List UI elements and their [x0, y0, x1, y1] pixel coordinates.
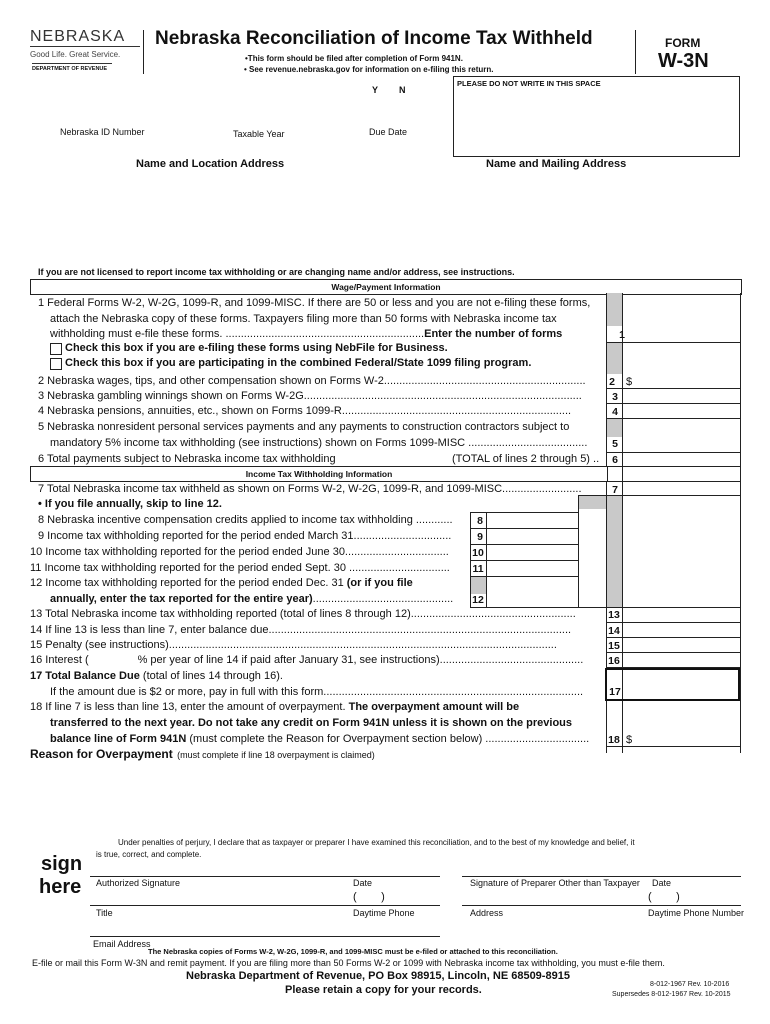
- title-label: Title: [96, 908, 113, 918]
- reason-title: Reason for Overpayment: [30, 747, 173, 761]
- email-address-label: Email Address: [93, 939, 151, 949]
- form-title: Nebraska Reconciliation of Income Tax Withheld: [155, 28, 593, 49]
- office-use-box: [453, 76, 740, 157]
- nebfile-checkbox[interactable]: [50, 343, 62, 355]
- line-18-a: [30, 700, 519, 715]
- id-number-label: Nebraska ID Number: [60, 127, 145, 137]
- line-1-number: 1: [619, 329, 625, 341]
- line-12-number: 12: [472, 594, 484, 606]
- line-1-c-text: withholding must e-file these forms. .................................................................: [50, 328, 425, 340]
- phone-area-code-2: ( ): [648, 891, 680, 903]
- line-3: 3 Nebraska gambling winnings shown on Forms W-2G...........................................................................................: [38, 390, 582, 402]
- line-12-b-dots: ..............................................: [312, 593, 454, 605]
- footer-note-2: E-file or mail this Form W-3N and remit payment. If you are filing more than 50 Forms W-2 or 1099 with Nebraska income tax withholding, you must e-file them.: [32, 958, 665, 968]
- line-12-b-bold: annually, enter the tax reported for the entire year): [50, 593, 313, 605]
- form-label: FORM: [665, 36, 701, 50]
- line-18-number: 18: [608, 734, 620, 746]
- section-wage-payment: Wage/Payment Information: [30, 279, 742, 295]
- line-17-number: 17: [609, 686, 621, 698]
- line-5-number: 5: [612, 438, 618, 450]
- authorized-signature-label: Authorized Signature: [96, 878, 181, 888]
- form-number: W-3N: [658, 50, 709, 72]
- line-17-a-bold: 17 Total Balance Due: [30, 670, 140, 682]
- line-1-a: 1 Federal Forms W-2, W-2G, 1099-R, and 1099-MISC. If there are 50 or less and you are not e-filing these forms,: [38, 297, 591, 309]
- mailing-address-label: Name and Mailing Address: [486, 158, 627, 170]
- header-note-1: •This form should be filed after completion of Form 941N.: [245, 54, 463, 63]
- section-withholding: Income Tax Withholding Information: [30, 466, 608, 482]
- line-1-b: attach the Nebraska copy of these forms. Taxpayers filing more than 50 forms with Nebraska income tax: [50, 313, 557, 325]
- date-label: Date: [353, 878, 373, 888]
- nebfile-checkbox-label: Check this box if you are e-filing these forms using NebFile for Business.: [65, 342, 448, 354]
- preparer-signature-label: Signature of Preparer Other than Taxpayer: [470, 878, 640, 888]
- line-6-total: (TOTAL of lines 2 through 5) ..: [452, 453, 600, 465]
- line-6: 6 Total payments subject to Nebraska income tax withholding: [38, 453, 336, 465]
- line-8-number: 8: [477, 515, 483, 527]
- daytime-phone-number-label: Daytime Phone Number: [648, 908, 745, 918]
- line-7: 7 Total Nebraska income tax withheld as shown on Forms W-2, W-2G, 1099-R, and 1099-MISC..........................: [38, 483, 582, 495]
- footer-retain: Please retain a copy for your records.: [285, 984, 482, 996]
- line-2-number: 2: [609, 376, 615, 388]
- due-date-label: Due Date: [369, 127, 408, 137]
- line-3-number: 3: [612, 391, 618, 403]
- line-16-number: 16: [608, 655, 620, 667]
- logo: [30, 28, 140, 72]
- phone-area-code: ( ): [353, 891, 385, 903]
- here-label: here: [39, 876, 82, 898]
- line-5-b: mandatory 5% income tax withholding (see instructions) shown on Forms 1099-MISC .......................................: [50, 437, 588, 449]
- location-address-label: Name and Location Address: [136, 158, 285, 170]
- combined-filing-checkbox[interactable]: [50, 358, 62, 370]
- line-9-number: 9: [477, 531, 483, 543]
- combined-filing-checkbox-label: Check this box if you are participating in the combined Federal/State 1099 filing program.: [65, 357, 532, 369]
- line-17-a: [30, 669, 283, 684]
- line-7-note: • If you file annually, skip to line 12.: [38, 498, 222, 510]
- logo-dept: DEPARTMENT OF REVENUE: [32, 63, 112, 72]
- no-label: N: [399, 85, 406, 95]
- footer-note-1: The Nebraska copies of Forms W-2, W-2G, 1099-R, and 1099-MISC must be e-filed or attached to this reconciliation.: [148, 947, 558, 956]
- line-2: 2 Nebraska wages, tips, and other compensation shown on Forms W-2..................................................................: [38, 375, 586, 387]
- date-2-label: Date: [652, 878, 672, 888]
- line-11: 11 Income tax withholding reported for the period ended Sept. 30 .................................: [30, 562, 450, 574]
- perjury-statement-2: is true, correct, and complete.: [96, 850, 202, 859]
- line-13-number: 13: [608, 609, 620, 621]
- revision-2: Supersedes 8-012-1967 Rev. 10-2015: [612, 991, 731, 998]
- line-18-a-bold: The overpayment amount will be: [348, 701, 520, 713]
- line-18-dollar: $: [626, 734, 633, 746]
- line-5-a: 5 Nebraska nonresident personal services payments and any payments to construction contractors subject to: [38, 421, 570, 433]
- line-18-a-text: 18 If line 7 is less than line 13, enter the amount of overpayment.: [30, 701, 346, 713]
- line-10-number: 10: [472, 547, 484, 559]
- line-12-a-bold: (or if you file: [346, 577, 413, 589]
- line-17-a-text: (total of lines 14 through 16).: [142, 670, 283, 682]
- sign-label: sign: [41, 853, 83, 875]
- daytime-phone-label: Daytime Phone: [353, 908, 415, 918]
- line-15-number: 15: [608, 640, 620, 652]
- yes-label: Y: [372, 85, 379, 95]
- line-13: 13 Total Nebraska income tax withholding reported (total of lines 8 through 12)......................................................: [30, 608, 576, 620]
- line-14: 14 If line 13 is less than line 7, enter balance due...................................................................................................: [30, 624, 572, 636]
- line-12-b: [50, 592, 468, 607]
- perjury-statement-1: Under penalties of perjury, I declare that as taxpayer or preparer I have examined this reconciliation, and to the best of my knowledge and belief, it: [118, 838, 635, 847]
- line-7-number: 7: [612, 484, 618, 496]
- line-4: 4 Nebraska pensions, annuities, etc., shown on Forms 1099-R...........................................................................: [38, 405, 572, 417]
- line-17-amount-box[interactable]: [605, 668, 740, 701]
- line-18-b: transferred to the next year. Do not take any credit on Form 941N unless it is shown on the previous: [50, 717, 573, 729]
- line-18-c-bold: balance line of Form 941N: [50, 733, 187, 745]
- line-6-number: 6: [612, 454, 618, 466]
- line-9: 9 Income tax withholding reported for the period ended March 31................................: [38, 530, 452, 542]
- line-15: 15 Penalty (see instructions)...............................................................................................................................: [30, 639, 557, 651]
- logo-state: NEBRASKA: [30, 28, 140, 47]
- line-2-dollar: $: [626, 376, 633, 388]
- reason-for-overpayment: [30, 745, 375, 763]
- revision-1: 8-012-1967 Rev. 10-2016: [650, 981, 730, 988]
- line-17-b: If the amount due is $2 or more, pay in full with this form.....................................................................................: [50, 686, 584, 698]
- reason-note: (must complete if line 18 overpayment is claimed): [177, 750, 375, 760]
- line-18-c-text: (must complete the Reason for Overpayment section below) ..................................: [189, 733, 590, 745]
- line-8: 8 Nebraska incentive compensation credits applied to income tax withholding ............: [38, 514, 453, 526]
- line-16: 16 Interest ( % per year of line 14 if paid after January 31, see instructions)...............................................: [30, 654, 584, 666]
- line-12-a-text: 12 Income tax withholding reported for the period ended Dec. 31: [30, 577, 344, 589]
- line-1-c: [50, 327, 562, 342]
- footer-address: Nebraska Department of Revenue, PO Box 98915, Lincoln, NE 68509-8915: [186, 970, 570, 982]
- line-10: 10 Income tax withholding reported for the period ended June 30..................................: [30, 546, 449, 558]
- office-use-label: PLEASE DO NOT WRITE IN THIS SPACE: [457, 79, 601, 88]
- line-11-number: 11: [472, 563, 484, 575]
- logo-tagline: Good Life. Great Service.: [30, 50, 121, 59]
- line-14-number: 14: [608, 625, 620, 637]
- line-1-c-bold: Enter the number of forms: [424, 328, 563, 340]
- header-note-2: • See revenue.nebraska.gov for information on e-filing this return.: [244, 65, 494, 74]
- line-12-a: [30, 576, 413, 591]
- taxable-year-label: Taxable Year: [233, 129, 285, 139]
- license-notice: If you are not licensed to report income tax withholding or are changing name and/or address, see instructions.: [38, 267, 515, 277]
- line-4-number: 4: [612, 406, 618, 418]
- address-label: Address: [470, 908, 504, 918]
